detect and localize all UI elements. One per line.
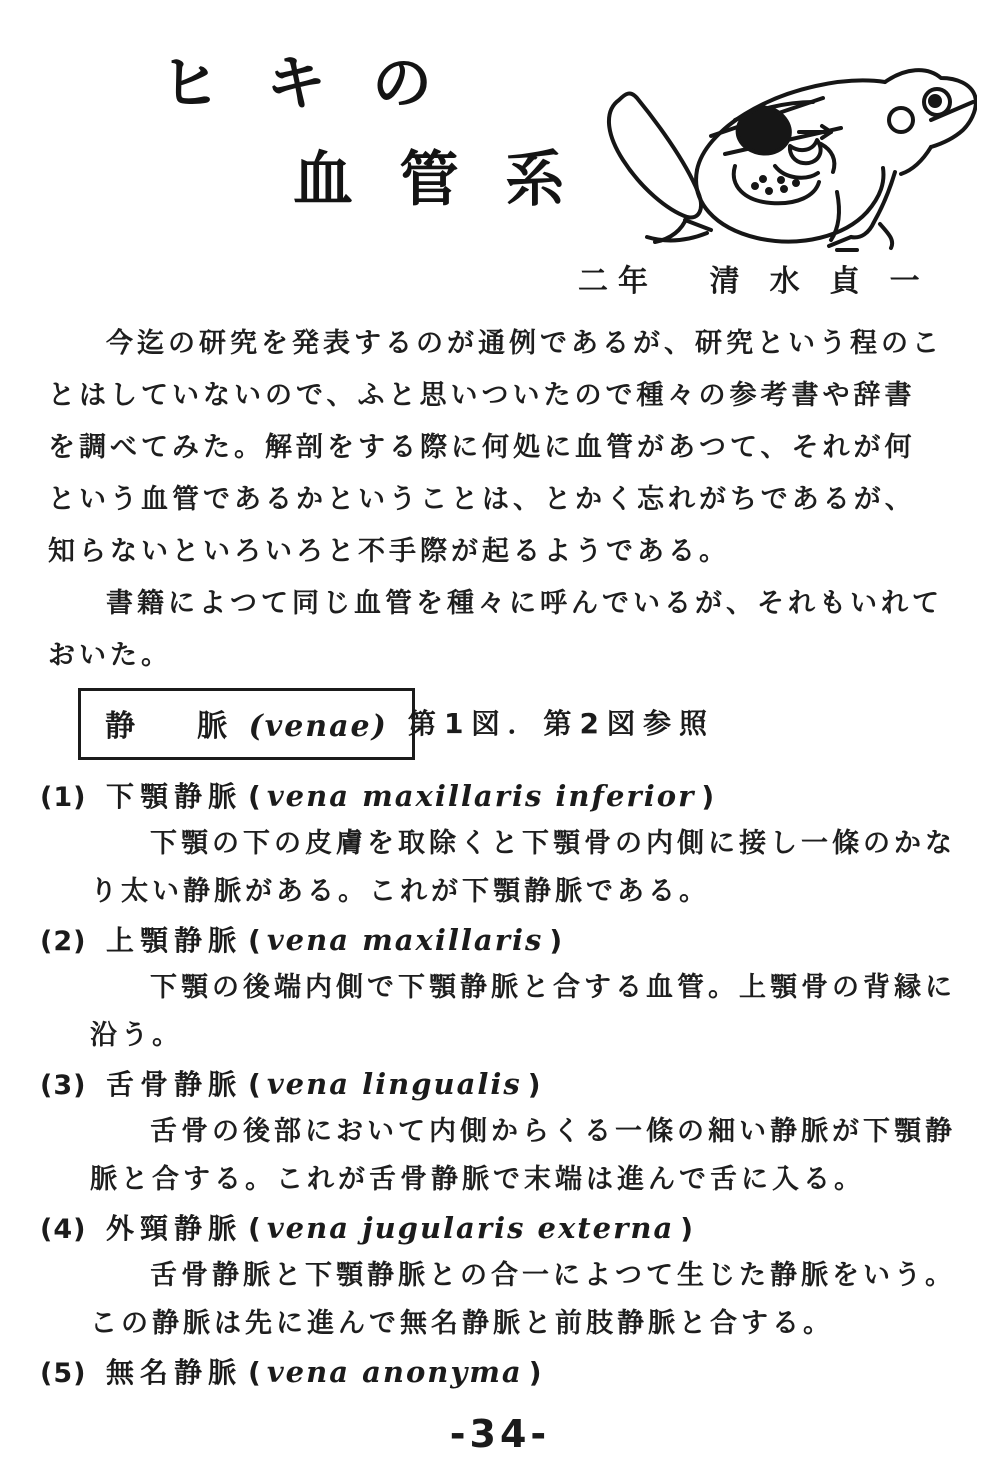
vein-item — [40, 1204, 970, 1348]
note-paragraph — [48, 578, 958, 682]
page-number: -34- — [449, 1412, 551, 1456]
paren-close: ) — [528, 1356, 542, 1389]
vein-body-line: 下顎の下の皮膚を取除くと下顎骨の内側に接し一條のかな — [150, 828, 956, 859]
intro-line: 知らないといろいろと不手際が起るようである。 — [48, 536, 730, 567]
vein-body-line: 下顎の後端内側で下顎静脈と合する血管。上顎骨の背縁に — [150, 972, 956, 1003]
vein-body-line: この静脈は先に進んで無名静脈と前肢静脈と合する。 — [90, 1308, 834, 1339]
vein-body-line: 脈と合する。これが舌骨静脈で末端は進んで舌に入る。 — [90, 1164, 865, 1195]
paren-close: ) — [549, 924, 563, 957]
vein-name-jp: 下顎静脈 — [106, 780, 243, 813]
vein-name-latin: vena jugularis externa — [266, 1211, 675, 1245]
vein-item — [40, 1348, 970, 1396]
vein-name-latin: vena lingualis — [266, 1067, 522, 1101]
vein-item — [40, 772, 970, 916]
paren-open: ( — [248, 1068, 261, 1101]
paren-open: ( — [248, 780, 261, 813]
section-heading-latin: venae — [264, 709, 372, 744]
vein-number: (5) — [40, 1358, 87, 1389]
paren-open: ( — [248, 1212, 261, 1245]
intro-paragraph — [48, 318, 958, 578]
vein-number: (4) — [40, 1214, 87, 1245]
note-line: 書籍によつて同じ血管を種々に呼んでいるが、それもいれて — [106, 588, 943, 619]
vein-name-latin: vena anonyma — [266, 1355, 523, 1389]
vein-name-latin: vena maxillaris inferior — [266, 779, 696, 813]
vein-number: (1) — [40, 782, 87, 813]
vein-body-line: り太い静脈がある。これが下顎静脈である。 — [90, 876, 710, 907]
vein-name-jp: 無名静脈 — [106, 1356, 243, 1389]
vein-name-jp: 外頸静脈 — [106, 1212, 243, 1245]
vein-name-latin: vena maxillaris — [266, 923, 544, 957]
intro-line: 今迄の研究を発表するのが通例であるが、研究という程のこ — [106, 328, 943, 359]
paren-open: ( — [248, 709, 265, 744]
paren-close: ) — [527, 1068, 541, 1101]
intro-line: を調べてみた。解剖をする際に何処に血管があつて、それが何 — [48, 432, 916, 463]
page-title-line-2: 血管系 — [293, 145, 611, 215]
note-line: おいた。 — [48, 640, 172, 671]
section-heading-label: 静 脈 — [105, 709, 243, 744]
paren-close: ) — [701, 780, 715, 813]
page-title-line-1: ヒキの — [160, 49, 478, 119]
paren-close: ) — [371, 709, 388, 744]
author-line — [578, 256, 950, 300]
paren-open: ( — [248, 924, 261, 957]
frog-illustration — [585, 40, 977, 254]
vein-number: (2) — [40, 926, 87, 957]
vein-body-line: 沿う。 — [90, 1020, 183, 1051]
vein-body-line: 舌骨静脈と下顎静脈との合一によつて生じた静脈をいう。 — [150, 1260, 956, 1291]
author-name: 清水貞一 — [709, 264, 950, 299]
vein-list — [40, 772, 970, 1396]
frog-dissection-icon — [585, 40, 977, 254]
paren-close: ) — [680, 1212, 694, 1245]
intro-line: とはしていないので、ふと思いついたので種々の参考書や辞書 — [48, 380, 916, 411]
section-heading-box — [78, 688, 415, 760]
vein-item — [40, 916, 970, 1060]
author-grade: 二年 — [578, 264, 658, 299]
figure-reference: 第1図．第2図参照 — [408, 707, 715, 740]
vein-body-line: 舌骨の後部において内側からくる一條の細い静脈が下顎静 — [150, 1116, 956, 1147]
vein-item — [40, 1060, 970, 1204]
vein-name-jp: 舌骨静脈 — [106, 1068, 243, 1101]
vein-number: (3) — [40, 1070, 87, 1101]
vein-name-jp: 上顎静脈 — [106, 924, 243, 957]
intro-line: という血管であるかということは、とかく忘れがちであるが、 — [48, 484, 916, 515]
paren-open: ( — [248, 1356, 261, 1389]
